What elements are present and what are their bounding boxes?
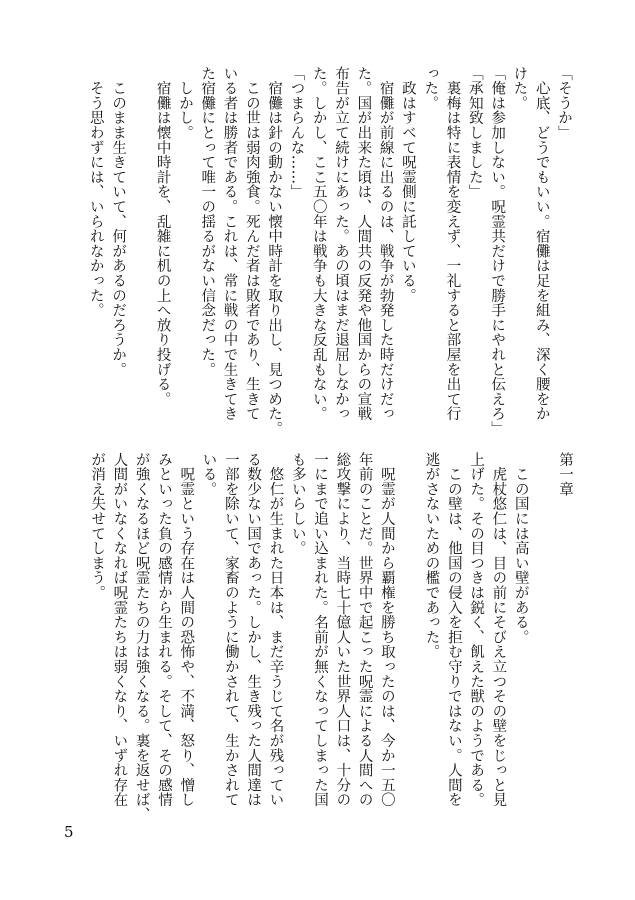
text-line: 政はすべて呪霊側に託している。	[399, 66, 416, 303]
text-line: 「俺は参加しない。呪霊共だけで勝手にやれと伝えろ」	[489, 66, 506, 436]
upper-text-block	[84, 66, 575, 436]
text-line: が消え失せてしまう。	[89, 452, 106, 600]
blank-line	[398, 452, 420, 832]
text-line: った。	[422, 66, 439, 111]
text-line: た。しかし、ここ五〇年は戦争も大きな反乱もない。	[310, 66, 327, 422]
text-line: 人間がいなくなれば呪霊たちは弱くなり、いずれ存在	[111, 452, 128, 808]
text-line: 虎杖悠仁は、目の前にそびえ立つその壁をじっと見	[490, 452, 507, 808]
text-line: 宿儺は懐中時計を、乱雑に机の上へ放り投げる。	[154, 66, 171, 407]
text-line: いる者は勝者である。これは、常に戦の中で生きてき	[221, 66, 238, 422]
text-line: 「そうか」	[556, 66, 572, 140]
text-line: た。国が出来た頃は、人間共の反発や他国からの宣戦	[355, 66, 372, 422]
text-line: 一部を除いて、家畜のように働かされて、生かされて	[222, 452, 239, 808]
text-line: みといった負の感情から生まれる。そして、その感情	[155, 452, 172, 808]
text-line: この壁は、他国の侵入を拒む守りではない。人間を	[445, 452, 462, 808]
page-number: 5	[64, 823, 74, 841]
lower-text-block	[86, 452, 576, 832]
text-line: いる。	[200, 452, 217, 497]
text-line: 総攻撃により、当時七十億人いた世界人口は、十分の	[334, 452, 351, 808]
text-line: も多いらしい。	[289, 452, 306, 556]
blank-line	[129, 66, 151, 426]
text-line: けた。	[511, 66, 528, 111]
text-line: 宿儺は針の動かない懐中時計を取り出し、見つめた。	[266, 66, 283, 436]
text-line: 上げた。その目つきは鋭く、飢えた獣のようである。	[468, 452, 485, 808]
text-line: 「つまらんな……」	[288, 66, 305, 200]
text-line: この国には高い壁がある。	[512, 452, 529, 645]
text-line: 一にまで追い込まれた。名前が無くなってしまった国	[312, 452, 329, 808]
text-line: が強くなるほど呪霊たちの力は強くなる。裏を返せば、	[133, 452, 150, 822]
text-line: 逃がさないための檻であった。	[423, 452, 440, 660]
text-line: この世は弱肉強食。死んだ者は敗者であり、生きて	[243, 66, 260, 422]
text-line: た宿儺にとって唯一の揺るがない信念だった。	[199, 66, 216, 377]
text-line: る数少ない国であった。しかし、生き残った人間達は	[245, 452, 262, 808]
text-line: 宿儺が前線に出るのは、戦争が勃発した時だけだっ	[377, 66, 394, 422]
text-line: 年前のことだ。世界中で起こった呪霊による人間への	[356, 452, 373, 808]
text-line: 布告が立て続けにあった。あの頃はまだ退屈しなかっ	[333, 66, 350, 422]
text-line: このまま生きていて、何があるのだろうか。	[110, 66, 127, 377]
text-line: 裏梅は特に表情を変えず、一礼すると部屋を出て行	[444, 66, 461, 422]
text-line: 悠仁が生まれた日本は、まだ辛うじて名が残ってい	[267, 452, 284, 808]
chapter-title: 第一章	[557, 452, 573, 497]
text-line: しかし。	[176, 66, 193, 140]
text-line: そう思わずには、いられなかった。	[87, 66, 104, 318]
text-line: 呪霊という存在は人間の恐怖や、不満、怒り、憎し	[178, 452, 195, 808]
text-line: 呪霊が人間から覇権を勝ち取ったのは、今か一五〇	[378, 452, 395, 808]
text-line: 「承知致しました」	[466, 66, 483, 200]
text-line: 心底、どうでもいい。宿儺は足を組み、深く腰をか	[533, 66, 550, 422]
